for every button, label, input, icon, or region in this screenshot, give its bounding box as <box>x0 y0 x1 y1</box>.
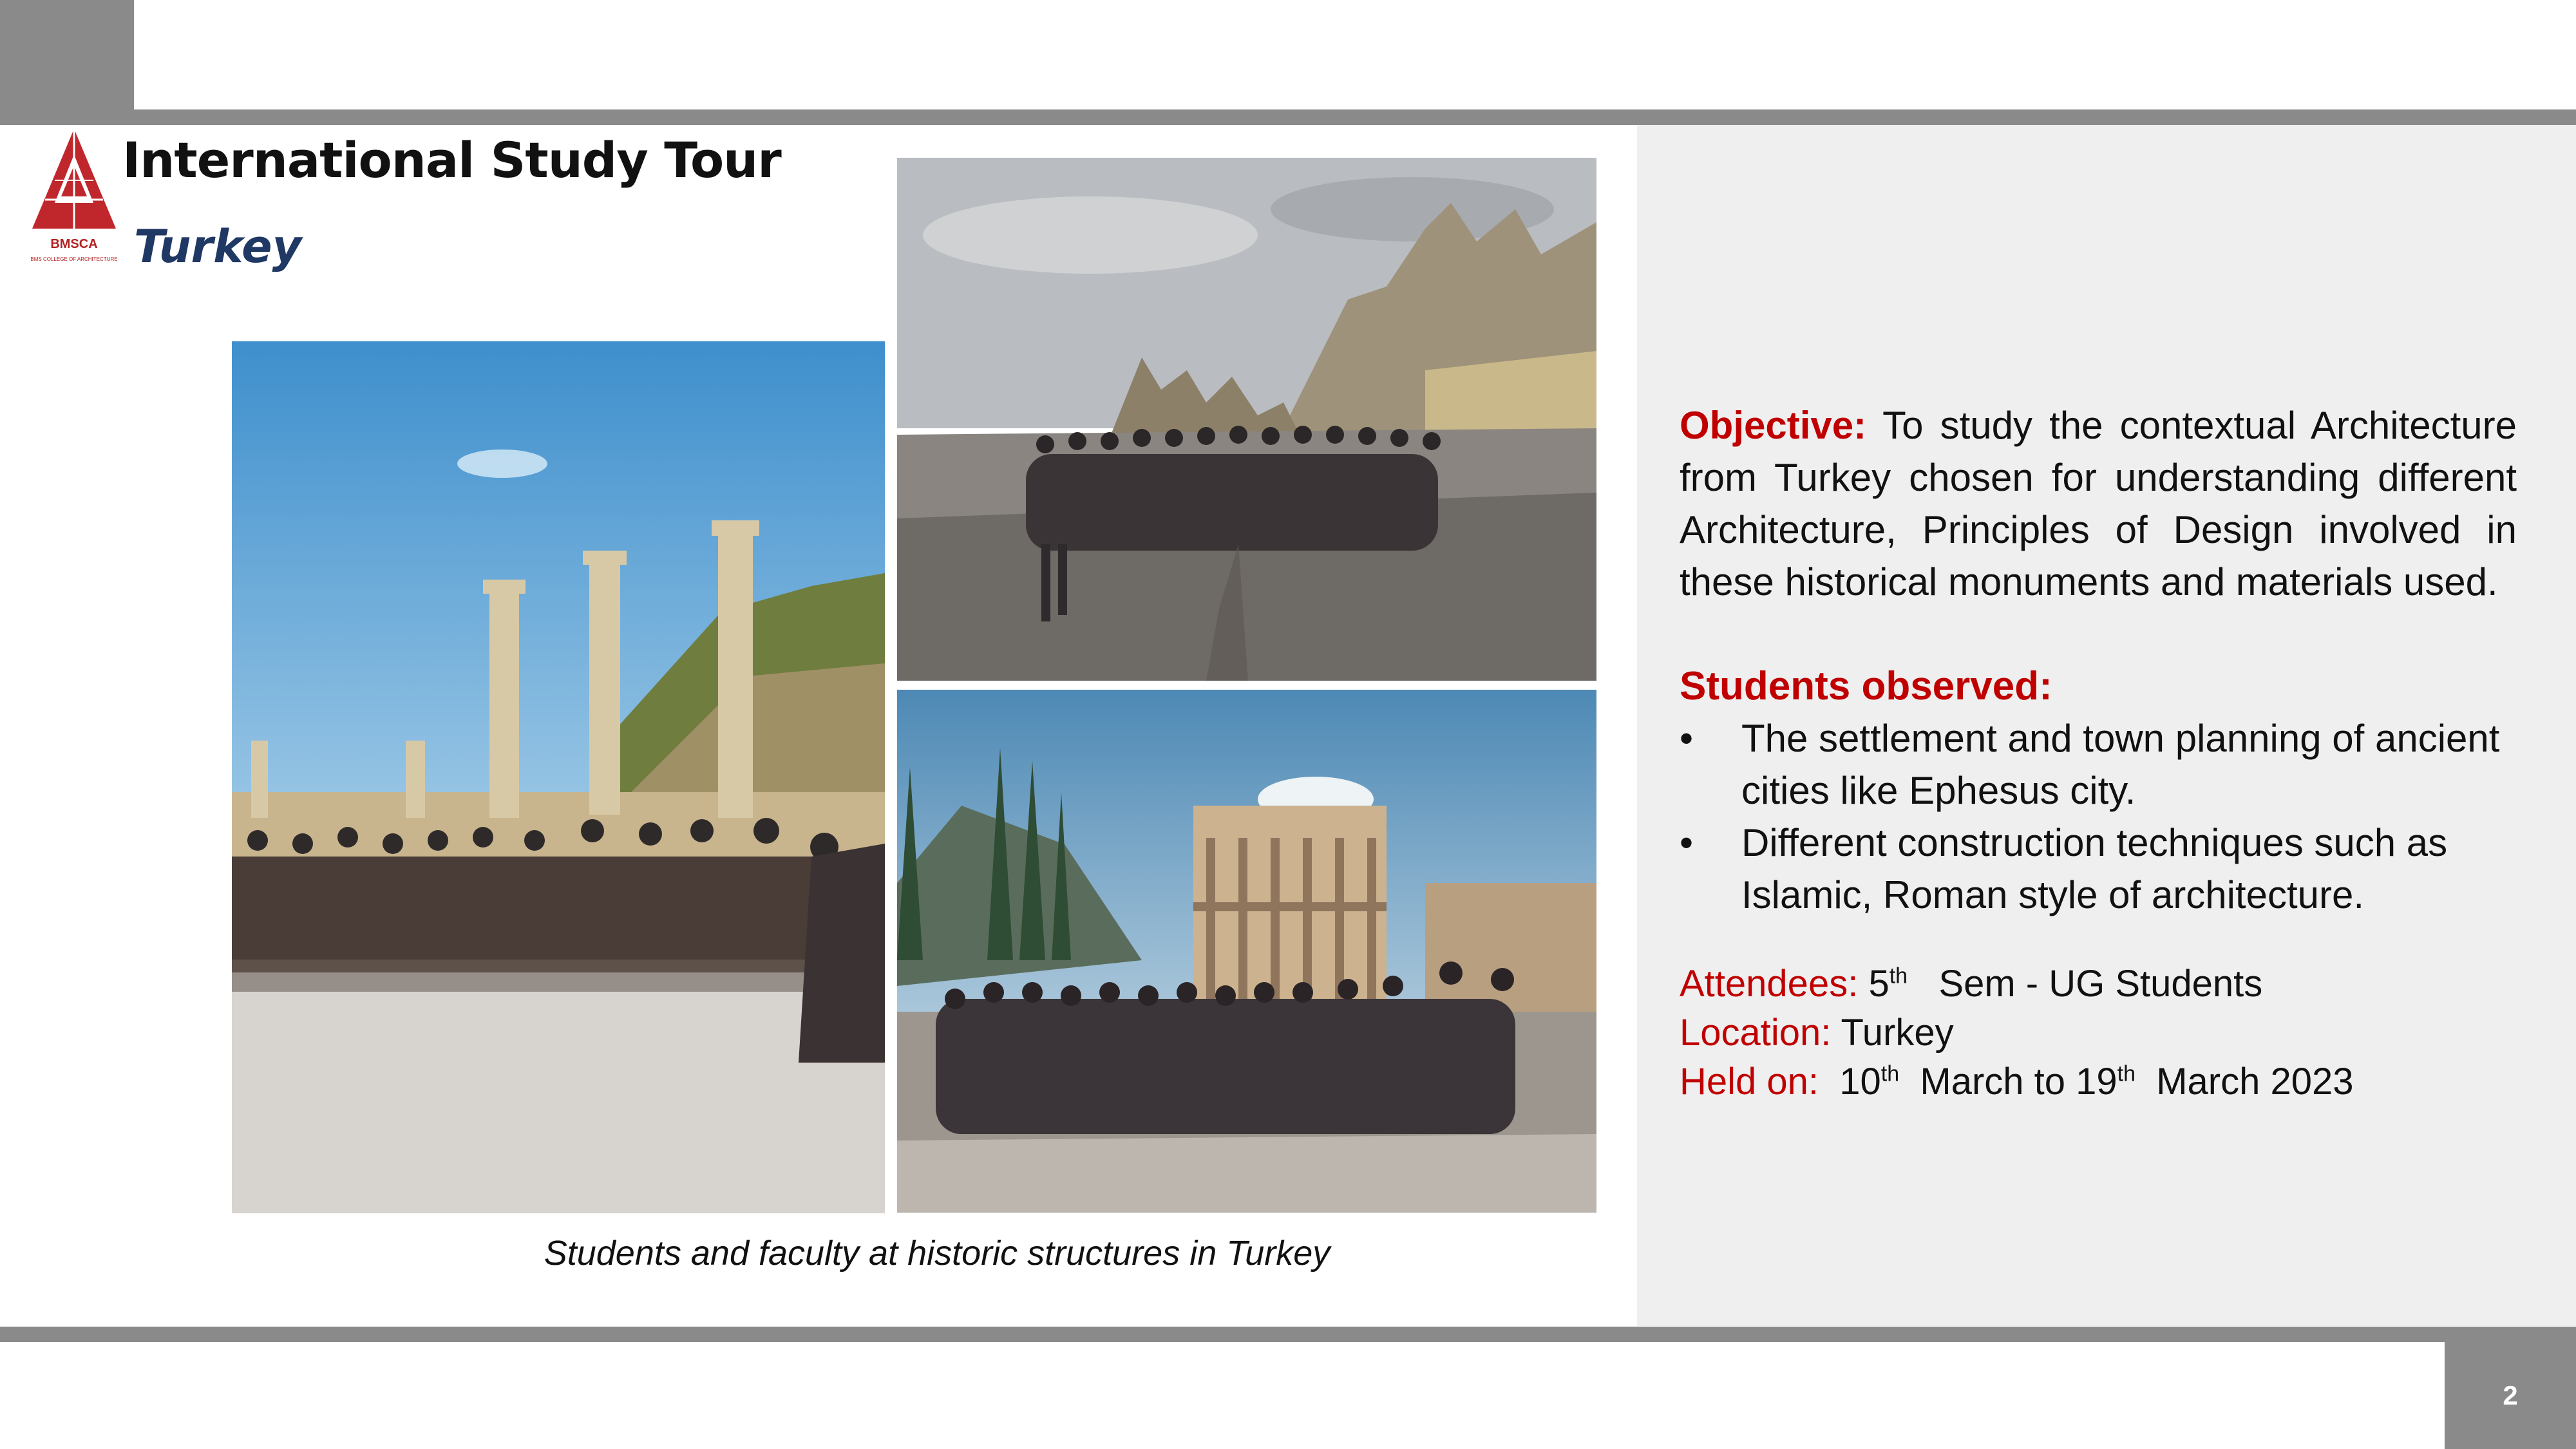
observed-item-text: Different construction techniques such as Islamic, Roman style of architecture. <box>1741 821 2448 916</box>
event-info <box>1680 960 2517 1106</box>
logo-subtext: BMS COLLEGE OF ARCHITECTURE <box>30 256 118 262</box>
top-corner-block <box>0 0 134 125</box>
attendees-text: Sem - UG Students <box>1938 963 2263 1005</box>
held-on-line <box>1680 1057 2517 1106</box>
location-label: Location: <box>1680 1012 1832 1054</box>
location-value: Turkey <box>1841 1012 1954 1054</box>
objective-paragraph <box>1680 399 2517 608</box>
list-item <box>1680 817 2517 921</box>
top-divider-bar <box>0 109 2576 125</box>
held-end-suffix: th <box>2117 1061 2136 1086</box>
observed-heading: Students observed: <box>1680 664 2052 708</box>
bullet-icon: • <box>1680 821 1694 864</box>
attendees-suffix: th <box>1889 963 1908 989</box>
attendees-number: 5 <box>1868 963 1889 1005</box>
held-start-suffix: th <box>1880 1061 1900 1086</box>
bullet-icon: • <box>1680 717 1694 760</box>
tour-details <box>1680 399 2517 1106</box>
library-of-celsus-photo <box>897 690 1596 1213</box>
ephesus-columns-photo <box>232 341 885 1213</box>
logo-text: BMSCA <box>50 237 98 251</box>
attendees-line <box>1680 960 2517 1009</box>
observed-list <box>1680 712 2517 921</box>
attendees-label: Attendees: <box>1680 963 1859 1005</box>
list-item <box>1680 712 2517 817</box>
held-end-text: March 2023 <box>2156 1061 2354 1103</box>
held-on-label: Held on: <box>1680 1061 1819 1103</box>
objective-text: To study the contextual Architecture from Turkey chosen for understanding different Architecture, Principles of Design involved in these historical monuments and materials used. <box>1680 404 2517 603</box>
held-middle-text: March to 19 <box>1920 1061 2117 1103</box>
location-line <box>1680 1009 2517 1057</box>
objective-label: Objective: <box>1680 404 1867 447</box>
page-title: International Study Tour <box>122 131 781 189</box>
bottom-divider-bar <box>0 1327 2576 1342</box>
page-subtitle: Turkey <box>134 220 302 273</box>
photo-caption: Students and faculty at historic structures in Turkey <box>544 1234 1331 1273</box>
held-start-number: 10 <box>1839 1061 1881 1103</box>
observed-item-text: The settlement and town planning of ancient cities like Ephesus city. <box>1741 717 2500 812</box>
page-number: 2 <box>2503 1380 2518 1410</box>
cappadocia-fairy-chimneys-photo <box>897 158 1596 681</box>
page-number-box <box>2445 1342 2576 1449</box>
